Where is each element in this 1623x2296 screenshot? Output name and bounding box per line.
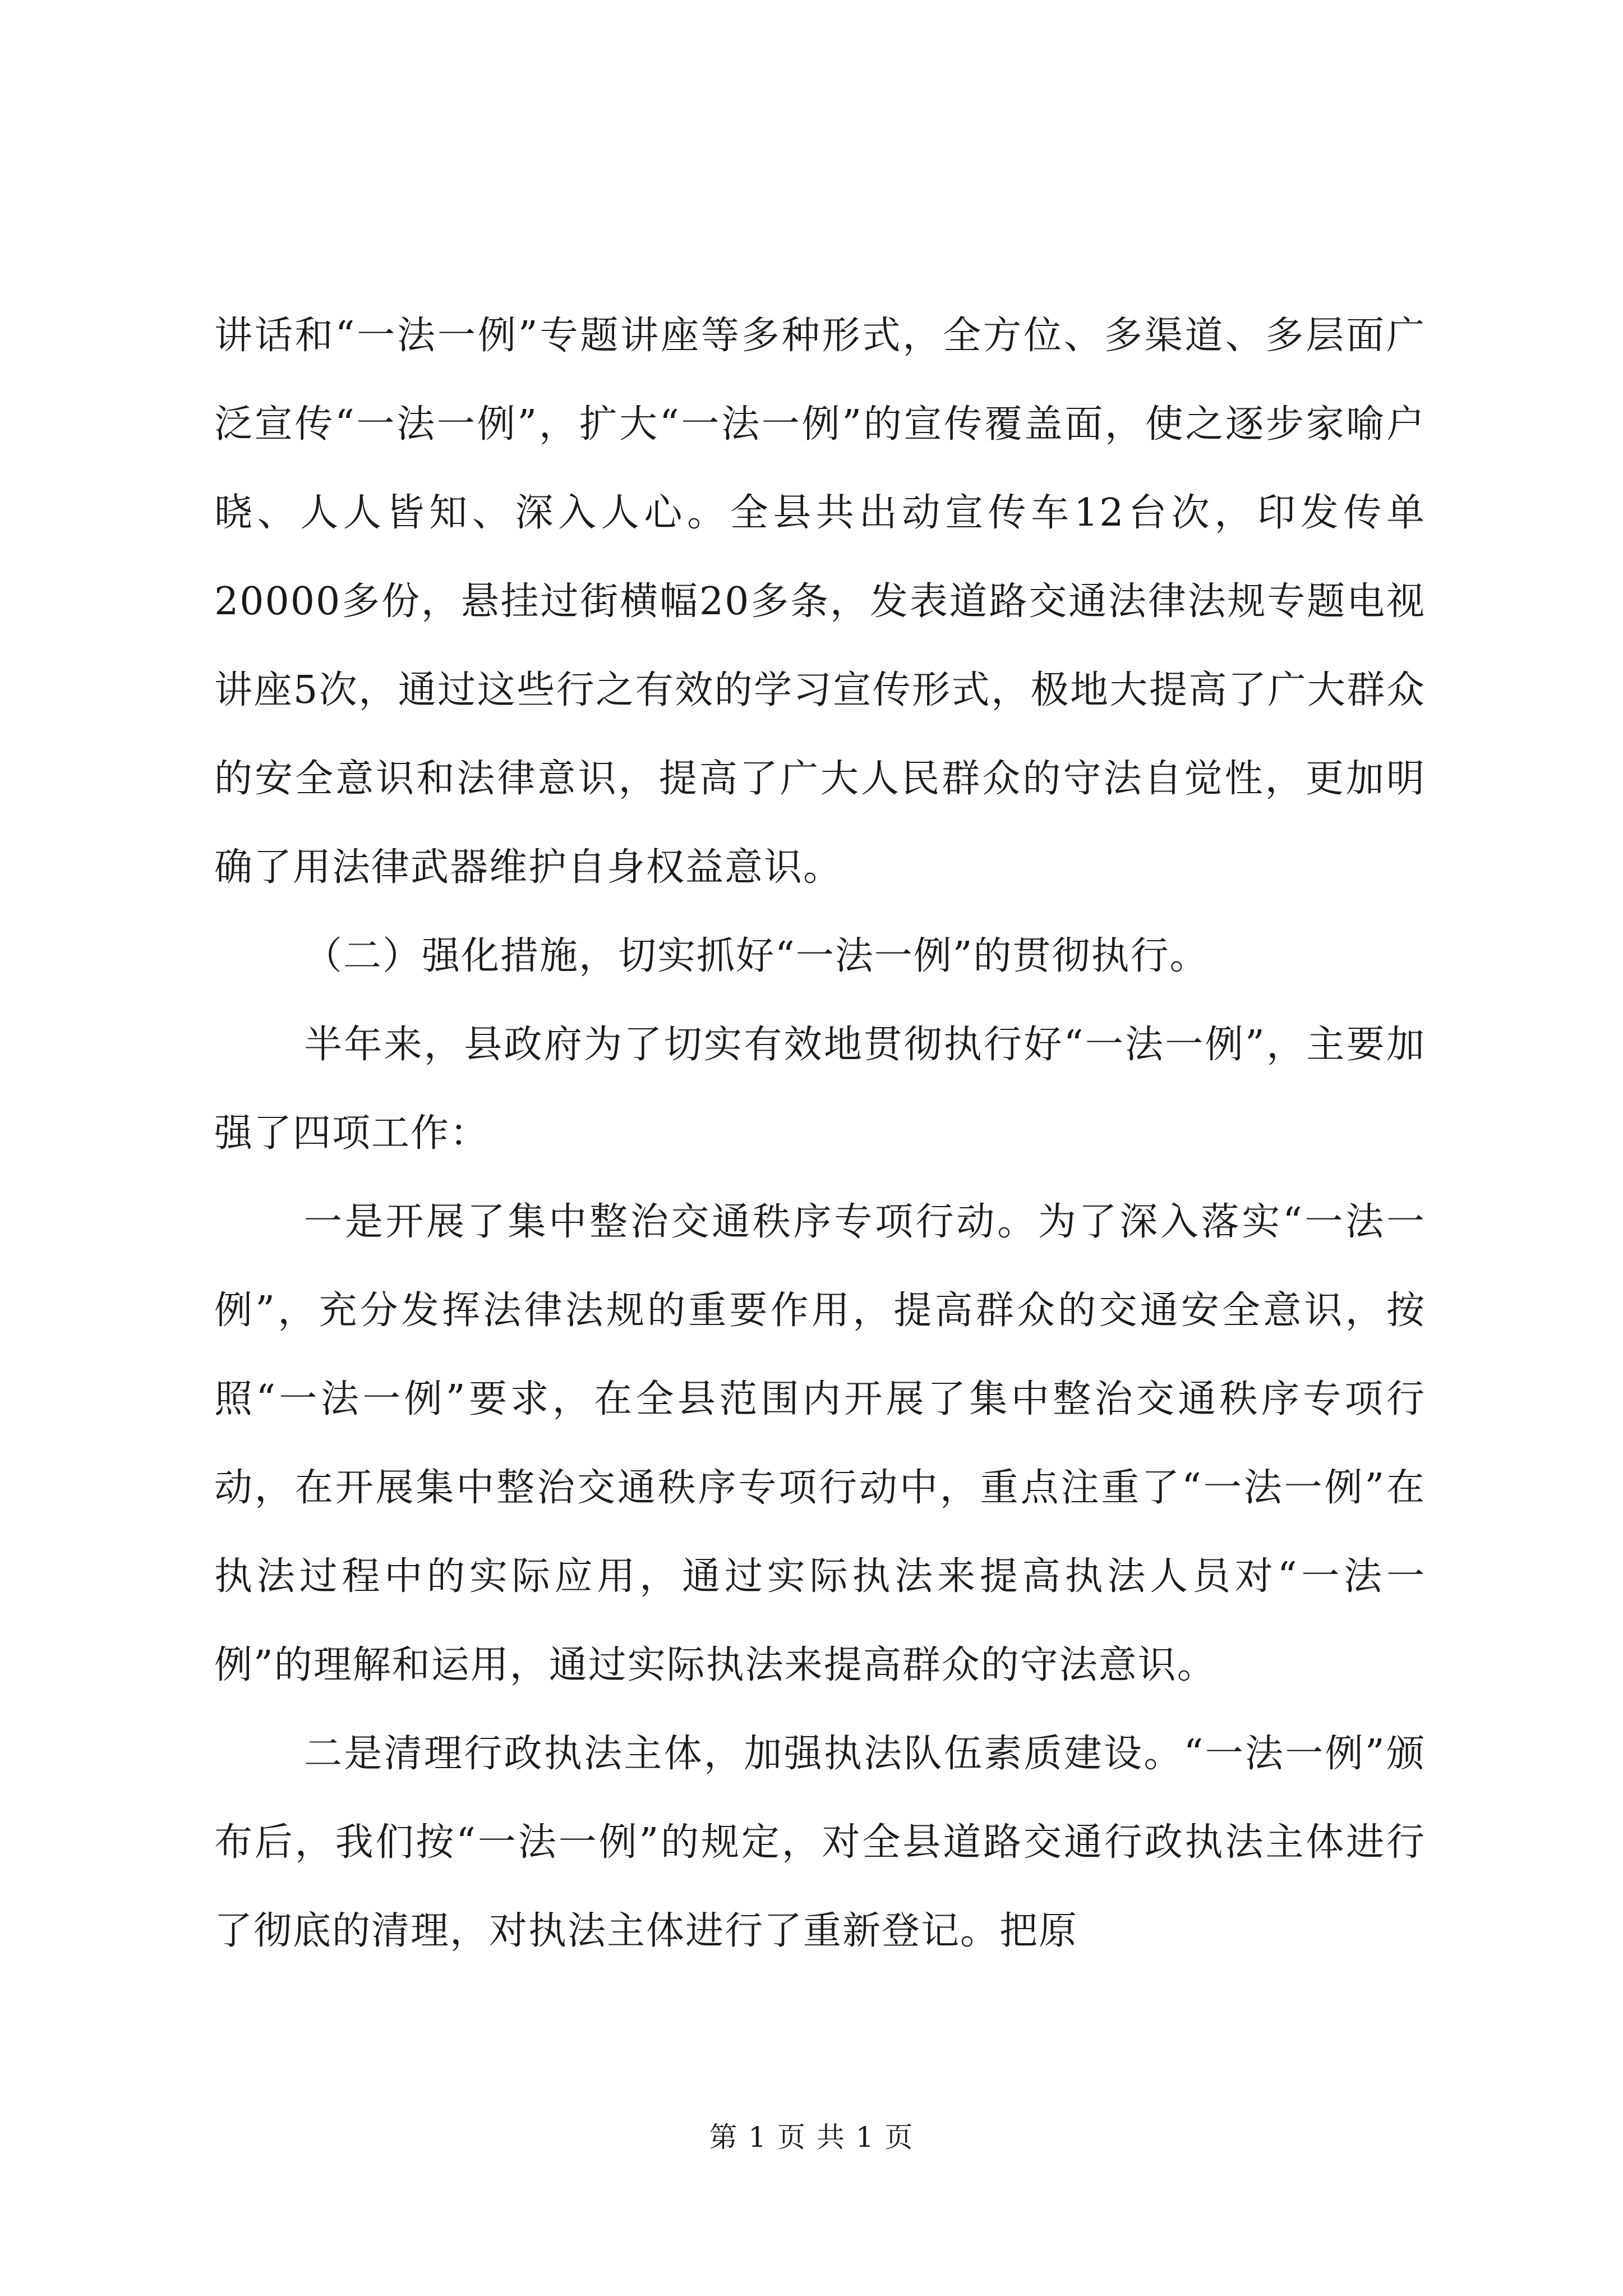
document-body [214, 292, 1426, 1976]
paragraph-2-heading: （二）强化措施，切实抓好“一法一例”的贯彻执行。 [304, 934, 1209, 978]
paragraph-1: 讲话和“一法一例”专题讲座等多种形式，全方位、多渠道、多层面广泛宣传“一法一例”，扩大“一法一例”的宣传覆盖面，使之逐步家喻户晓、人人皆知、深入人心。全县共出动宣传车12台次，印发传单20000多份，悬挂过街横幅20多条，发表道路交通法律法规专题电视讲座5次，通过这些行之有效的学习宣传形式，极地大提高了广大群众的安全意识和法律意识，提高了广大人民群众的守法自觉性，更加明确了用法律武器维护自身权益意识。 [214, 314, 1426, 890]
paragraph-3: 半年来，县政府为了切实有效地贯彻执行好“一法一例”，主要加强了四项工作： [214, 1023, 1426, 1156]
paragraph-5: 二是清理行政执法主体，加强执法队伍素质建设。“一法一例”颁布后，我们按“一法一例”的规定，对全县道路交通行政执法主体进行了彻底的清理，对执法主体进行了重新登记。把原 [214, 1732, 1426, 1953]
page-number-footer: 第 1 页 共 1 页 [709, 2121, 914, 2154]
paragraph-4: 一是开展了集中整治交通秩序专项行动。为了深入落实“一法一例”，充分发挥法律法规的重要作用，提高群众的交通安全意识，按照“一法一例”要求，在全县范围内开展了集中整治交通秩序专项行动，在开展集中整治交通秩序专项行动中，重点注重了“一法一例”在执法过程中的实际应用，通过实际执法来提高执法人员对“一法一例”的理解和运用，通过实际执法来提高群众的守法意识。 [214, 1200, 1426, 1687]
